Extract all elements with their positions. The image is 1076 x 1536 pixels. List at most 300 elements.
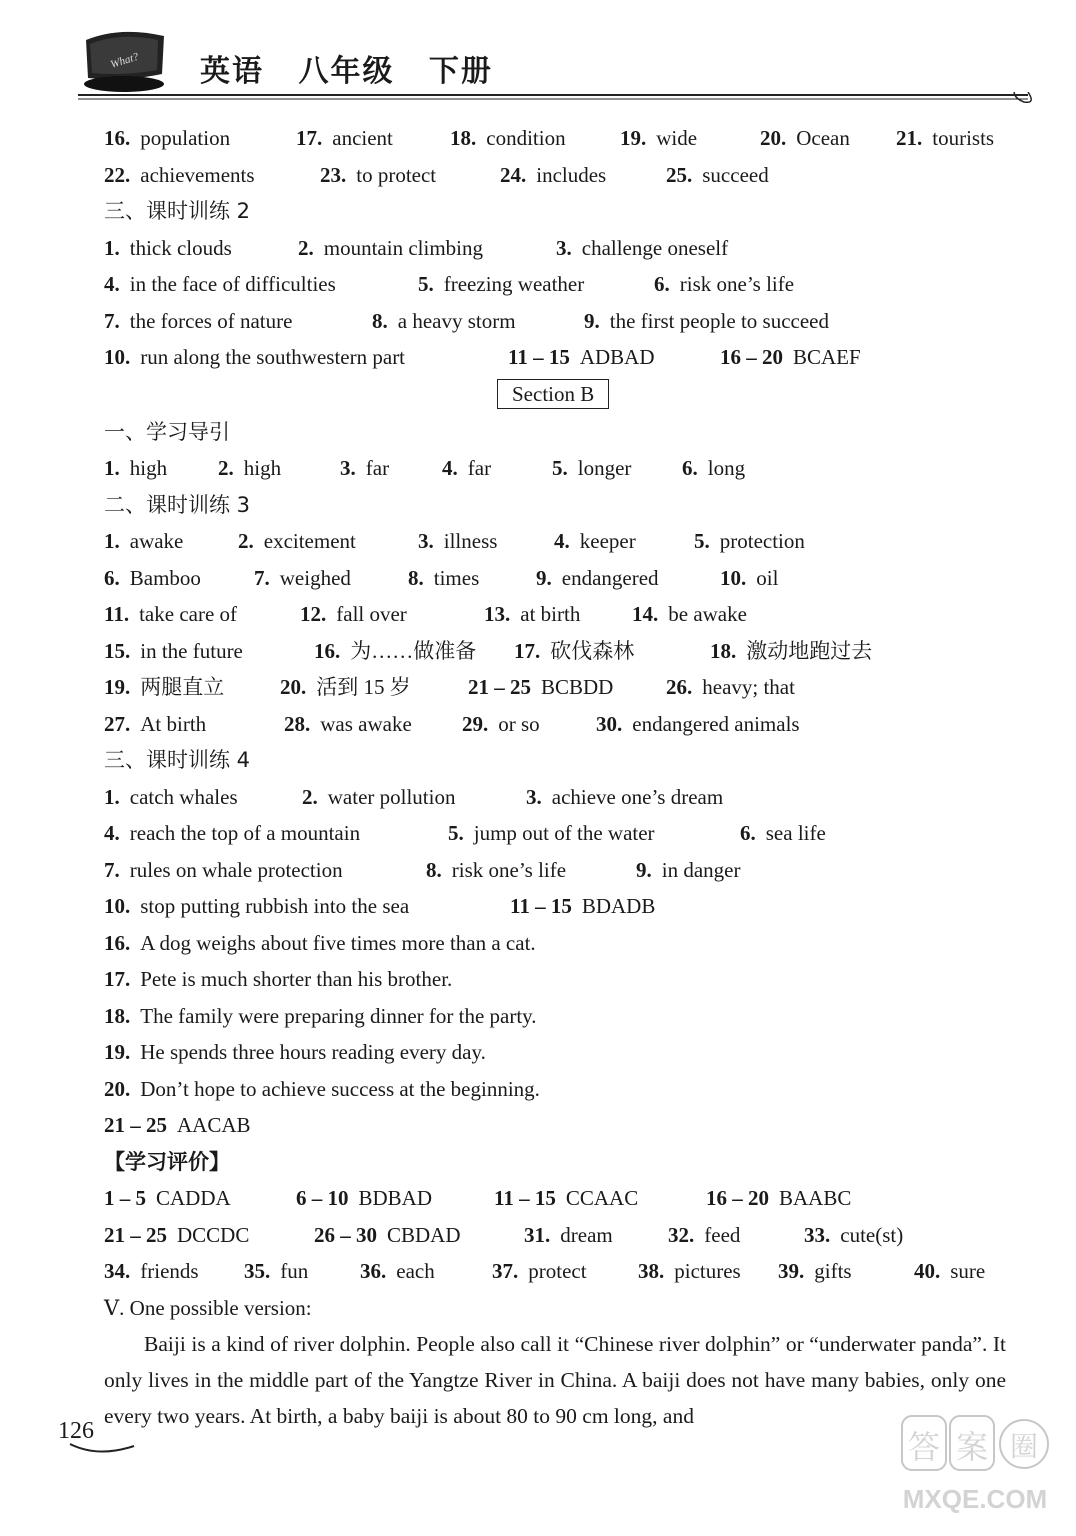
answer-item xyxy=(104,596,237,632)
answer-text: at birth xyxy=(520,602,581,626)
answer-item xyxy=(694,523,805,559)
answer-number: 13. xyxy=(484,602,511,626)
page-header xyxy=(0,0,1076,110)
answer-text: oil xyxy=(756,565,779,590)
answer-row xyxy=(104,1217,1024,1254)
answer-number: 6 – 10 xyxy=(296,1186,349,1210)
answer-number: 9. xyxy=(536,565,552,590)
answer-number: 11 – 15 xyxy=(508,345,570,369)
answer-text: protect xyxy=(528,1259,587,1283)
answer-text: gifts xyxy=(814,1259,852,1283)
answer-text: Pete is much shorter than his brother. xyxy=(140,967,453,991)
answer-number: 18. xyxy=(104,1003,131,1028)
answer-number: 4. xyxy=(554,529,570,553)
answer-number: 3. xyxy=(556,235,572,260)
answer-number: 29. xyxy=(462,711,489,736)
answer-number: 40. xyxy=(914,1259,941,1283)
answer-text: risk one’s life xyxy=(451,857,567,882)
answer-item xyxy=(740,815,826,851)
answer-number: 11. xyxy=(104,602,130,626)
answer-text: high xyxy=(243,456,282,480)
answer-text: in the face of difficulties xyxy=(129,272,336,296)
watermark-char-2: 案 xyxy=(955,1428,989,1466)
answer-text: in danger xyxy=(661,857,741,882)
answer-item xyxy=(914,1253,985,1289)
answer-text: protection xyxy=(719,529,805,553)
answer-item xyxy=(668,1217,740,1253)
answer-text: population xyxy=(140,126,231,150)
answer-row xyxy=(104,779,1024,816)
answer-item xyxy=(666,157,769,193)
answer-text: At birth xyxy=(140,711,207,736)
answer-item xyxy=(104,1107,251,1143)
answer-text: DCCDC xyxy=(177,1222,250,1247)
answer-item xyxy=(552,450,631,486)
answer-row xyxy=(104,925,1024,962)
answer-text: illness xyxy=(443,529,498,553)
answer-item xyxy=(104,815,360,851)
answer-number: 35. xyxy=(244,1259,271,1283)
answer-text: wide xyxy=(656,126,698,150)
answer-number: 20. xyxy=(104,1076,131,1101)
answer-item xyxy=(556,230,728,266)
answer-text: excitement xyxy=(263,529,356,553)
answer-row xyxy=(104,523,1024,560)
answer-text: achievements xyxy=(140,162,255,187)
answer-row xyxy=(104,706,1024,743)
answer-number: 25. xyxy=(666,162,693,187)
answer-number: 1. xyxy=(104,529,120,553)
answer-item xyxy=(104,266,336,302)
answer-text: rules on whale protection xyxy=(129,857,343,882)
answer-number: 2. xyxy=(298,235,314,260)
section-heading: 三、课时训练 2 xyxy=(104,199,251,223)
answer-text: BCAEF xyxy=(793,345,861,369)
answer-number: 19. xyxy=(104,1040,131,1064)
answer-number: 5. xyxy=(448,821,464,845)
answer-text: pictures xyxy=(674,1259,741,1283)
answer-number: 10. xyxy=(720,565,747,590)
answer-number: 11 – 15 xyxy=(494,1186,556,1210)
answer-item xyxy=(804,1217,903,1253)
answer-text: 砍伐森林 xyxy=(550,638,635,663)
answer-text: endangered animals xyxy=(632,711,800,736)
answer-item xyxy=(104,998,537,1034)
answer-number: 3. xyxy=(418,529,434,553)
section-heading: 一、学习导引 xyxy=(104,419,230,444)
answer-number: 2. xyxy=(302,784,318,809)
answer-item xyxy=(244,1253,308,1289)
answer-number: 17. xyxy=(104,967,131,991)
answer-text: the forces of nature xyxy=(129,308,293,333)
answer-number: 5. xyxy=(418,272,434,296)
answer-item xyxy=(104,1180,231,1216)
answer-number: 14. xyxy=(632,602,659,626)
answer-text: thick clouds xyxy=(129,235,232,260)
answer-number: 18. xyxy=(710,638,737,663)
answer-number: 34. xyxy=(104,1259,131,1283)
section-heading: 三、课时训练 4 xyxy=(104,748,251,772)
answer-text: run along the southwestern part xyxy=(140,345,406,369)
answer-text: longer xyxy=(577,456,632,480)
answer-number: 17. xyxy=(296,126,323,150)
page-number-swoosh xyxy=(68,1440,138,1458)
answer-item xyxy=(524,1217,613,1253)
answer-item xyxy=(104,120,230,156)
answer-number: 17. xyxy=(514,638,541,663)
answer-text: CADDA xyxy=(156,1186,231,1210)
answer-item xyxy=(494,1180,638,1216)
answer-number: 36. xyxy=(360,1259,387,1283)
answer-text: to protect xyxy=(356,162,437,187)
answer-item xyxy=(314,633,476,669)
watermark-url: MXQE.COM xyxy=(902,1484,1048,1514)
answer-number: 16. xyxy=(104,930,131,955)
answer-item xyxy=(760,120,850,156)
answer-item xyxy=(500,157,606,193)
answer-text: freezing weather xyxy=(443,272,585,296)
answer-item xyxy=(450,120,566,156)
answer-text: CBDAD xyxy=(387,1222,461,1247)
answer-text: BDADB xyxy=(581,894,656,918)
answer-text: was awake xyxy=(320,711,412,736)
answer-item xyxy=(104,157,255,193)
answer-number: 16. xyxy=(314,638,341,663)
answer-item xyxy=(302,779,455,815)
answer-number: 9. xyxy=(636,857,652,882)
answer-item xyxy=(104,303,292,339)
answer-item xyxy=(536,560,659,596)
answer-number: 5. xyxy=(552,456,568,480)
answer-item xyxy=(682,450,745,486)
answer-number: 21 – 25 xyxy=(468,675,531,699)
answer-item xyxy=(706,1180,851,1216)
blackboard-text: What? xyxy=(109,50,141,71)
answer-number: 8. xyxy=(408,565,424,590)
answer-item xyxy=(442,450,491,486)
section-b-label: Section B xyxy=(497,379,609,409)
answer-text: ADBAD xyxy=(579,345,655,369)
answer-item xyxy=(638,1253,741,1289)
answer-item xyxy=(554,523,636,559)
answer-text: BCBDD xyxy=(541,675,614,699)
section-heading: 二、课时训练 3 xyxy=(104,492,251,517)
answer-text: keeper xyxy=(579,529,636,553)
answer-text: He spends three hours reading every day. xyxy=(140,1040,486,1064)
answer-row xyxy=(104,339,1024,376)
answer-item xyxy=(104,961,452,997)
answer-number: 30. xyxy=(596,711,623,736)
answer-number: 8. xyxy=(426,857,442,882)
answer-item xyxy=(720,339,861,375)
answer-item xyxy=(778,1253,852,1289)
answer-text: dream xyxy=(560,1222,613,1247)
answer-number: 20. xyxy=(760,126,787,150)
answer-item xyxy=(296,120,393,156)
answer-item xyxy=(320,157,436,193)
answer-item xyxy=(492,1253,587,1289)
answer-item xyxy=(666,669,795,705)
answer-text: fall over xyxy=(336,602,407,626)
answer-text: condition xyxy=(486,126,566,150)
answer-item xyxy=(596,706,800,742)
answer-text: high xyxy=(129,456,168,480)
answer-number: 7. xyxy=(254,565,270,590)
answer-item xyxy=(654,266,794,302)
answer-item xyxy=(104,523,183,559)
volume-label: 下册 xyxy=(428,54,493,89)
section-box-row xyxy=(104,376,1024,414)
answer-number: 1 – 5 xyxy=(104,1186,146,1210)
answer-number: 27. xyxy=(104,711,131,736)
answer-item xyxy=(284,706,412,742)
answer-item xyxy=(104,706,206,742)
answer-item xyxy=(104,1217,249,1253)
answer-number: 1. xyxy=(104,235,120,260)
answer-item xyxy=(340,450,389,486)
answer-text: be awake xyxy=(668,602,747,626)
answer-text: heavy; that xyxy=(702,675,795,699)
answer-content xyxy=(104,120,1024,1434)
answer-text: risk one’s life xyxy=(679,272,795,296)
answer-item xyxy=(632,596,747,632)
answer-row xyxy=(104,120,1024,157)
answer-item xyxy=(104,852,343,888)
answer-item xyxy=(296,1180,432,1216)
answer-number: 21 – 25 xyxy=(104,1222,167,1247)
answer-number: 10. xyxy=(104,345,131,369)
watermark-logo xyxy=(900,1408,1050,1526)
answer-item xyxy=(484,596,580,632)
answer-item xyxy=(104,669,224,705)
answer-text: feed xyxy=(704,1222,741,1247)
answer-item xyxy=(526,779,723,815)
answer-item xyxy=(372,303,516,339)
answer-number: 6. xyxy=(654,272,670,296)
answer-number: 8. xyxy=(372,308,388,333)
answer-text: sure xyxy=(950,1259,986,1283)
answer-row xyxy=(104,450,1024,487)
answer-text: The family were preparing dinner for the party. xyxy=(140,1003,537,1028)
answer-text: A dog weighs about five times more than a cat. xyxy=(140,930,536,955)
answer-number: 7. xyxy=(104,308,120,333)
answer-row xyxy=(104,888,1024,925)
answer-number: 16. xyxy=(104,126,131,150)
answer-item xyxy=(104,888,409,924)
answer-number: 11 – 15 xyxy=(510,894,572,918)
answer-item xyxy=(238,523,356,559)
answer-number: 6. xyxy=(682,456,698,480)
answer-number: 7. xyxy=(104,857,120,882)
answer-row xyxy=(104,1180,1024,1217)
answer-text: tourists xyxy=(932,126,995,150)
answer-text: reach the top of a mountain xyxy=(129,821,361,845)
answer-number: 38. xyxy=(638,1259,665,1283)
answer-row xyxy=(104,633,1024,670)
answer-item xyxy=(720,560,778,596)
answer-text: the first people to succeed xyxy=(609,308,829,333)
answer-item xyxy=(254,560,351,596)
answer-text: sea life xyxy=(765,821,826,845)
section-heading: 【学习评价】 xyxy=(104,1149,230,1174)
answer-item xyxy=(408,560,479,596)
answer-number: 16 – 20 xyxy=(706,1186,769,1210)
answer-item xyxy=(218,450,281,486)
answer-number: 6. xyxy=(104,565,120,590)
answer-item xyxy=(280,669,411,705)
page-title xyxy=(200,46,515,90)
answer-row xyxy=(104,1071,1024,1108)
answer-text: far xyxy=(365,456,390,480)
answer-number: 5. xyxy=(694,529,710,553)
answer-number: 1. xyxy=(104,456,120,480)
answer-item xyxy=(360,1253,435,1289)
answer-row xyxy=(104,596,1024,633)
answer-text: stop putting rubbish into the sea xyxy=(140,894,410,918)
answer-text: friends xyxy=(140,1259,199,1283)
answer-text: Don’t hope to achieve success at the beginning. xyxy=(140,1076,540,1101)
answer-text: water pollution xyxy=(327,784,456,809)
answer-item xyxy=(104,1253,199,1289)
answer-item xyxy=(418,266,584,302)
answer-number: 2. xyxy=(238,529,254,553)
blackboard-logo-icon xyxy=(80,22,168,94)
answer-number: 19. xyxy=(104,675,131,699)
answer-row xyxy=(104,157,1024,194)
answer-item xyxy=(710,633,872,669)
answer-text: Bamboo xyxy=(129,565,201,590)
answer-item xyxy=(104,633,243,669)
answer-text: achieve one’s dream xyxy=(551,784,724,809)
answer-row xyxy=(104,669,1024,706)
answer-number: 24. xyxy=(500,162,527,187)
answer-text: far xyxy=(467,456,492,480)
answer-row xyxy=(104,1034,1024,1071)
answer-number: 32. xyxy=(668,1222,695,1247)
essay-label: Ⅴ. One possible version: xyxy=(104,1295,312,1320)
essay-paragraph: Baiji is a kind of river dolphin. People also call it “Chinese river dolphin” or “underwater panda”. It only lives in the middle part of the Yangtze River in China. A baiji does not have many babies, only one every two years. At birth, a baby baiji is about 80 to 90 cm long, and xyxy=(104,1332,1006,1428)
answer-row xyxy=(104,230,1024,267)
answer-text: long xyxy=(707,456,746,480)
answer-text: BAABC xyxy=(779,1186,852,1210)
answer-text: times xyxy=(433,565,480,590)
answer-number: 20. xyxy=(280,675,307,699)
answer-item xyxy=(300,596,407,632)
answer-text: awake xyxy=(129,529,184,553)
answer-text: weighed xyxy=(279,565,351,590)
answer-row xyxy=(104,961,1024,998)
answer-number: 4. xyxy=(104,821,120,845)
subject-label: 英语 xyxy=(200,54,264,89)
answer-text: take care of xyxy=(139,602,238,626)
answer-text: succeed xyxy=(702,162,769,187)
answer-number: 6. xyxy=(740,821,756,845)
answer-text: 两腿直立 xyxy=(140,675,225,699)
answer-row xyxy=(104,1253,1024,1290)
answer-text: ancient xyxy=(332,126,393,150)
answer-number: 2. xyxy=(218,456,234,480)
answer-number: 39. xyxy=(778,1259,805,1283)
answer-text: challenge oneself xyxy=(581,235,729,260)
answer-text: cute(st) xyxy=(840,1222,904,1247)
answer-number: 18. xyxy=(450,126,477,150)
answer-item xyxy=(584,303,829,339)
answer-item xyxy=(510,888,655,924)
answer-text: each xyxy=(396,1259,435,1283)
answer-text: fun xyxy=(280,1259,309,1283)
answer-text: AACAB xyxy=(177,1113,251,1137)
answer-item xyxy=(104,1034,486,1070)
answer-row xyxy=(104,815,1024,852)
answer-item xyxy=(462,706,540,742)
answer-text: jump out of the water xyxy=(473,821,655,845)
answer-number: 37. xyxy=(492,1259,519,1283)
answer-text: endangered xyxy=(561,565,659,590)
answer-item xyxy=(508,339,655,375)
answer-number: 19. xyxy=(620,126,647,150)
answer-item xyxy=(104,779,238,815)
answer-number: 33. xyxy=(804,1222,831,1247)
answer-row xyxy=(104,998,1024,1035)
answer-text: 活到 15 岁 xyxy=(316,675,411,699)
answer-number: 3. xyxy=(340,456,356,480)
answer-text: 激动地跑过去 xyxy=(746,638,873,663)
answer-item xyxy=(314,1217,461,1253)
answer-text: mountain climbing xyxy=(323,235,483,260)
answer-number: 4. xyxy=(104,272,120,296)
answer-number: 3. xyxy=(526,784,542,809)
answer-item xyxy=(104,230,232,266)
answer-text: 为……做准备 xyxy=(350,638,477,663)
grade-label: 八年级 xyxy=(298,54,395,89)
answer-number: 10. xyxy=(104,894,131,918)
answer-item xyxy=(298,230,483,266)
answer-text: a heavy storm xyxy=(397,308,516,333)
answer-item xyxy=(104,560,201,596)
answer-item xyxy=(636,852,740,888)
header-divider xyxy=(78,92,1040,104)
answer-row xyxy=(104,852,1024,889)
answer-item xyxy=(418,523,497,559)
answer-number: 26. xyxy=(666,675,693,699)
answer-text: BDBAD xyxy=(358,1186,433,1210)
answer-number: 21. xyxy=(896,126,923,150)
watermark-char-3: 圈 xyxy=(1009,1430,1039,1463)
answer-number: 23. xyxy=(320,162,347,187)
answer-number: 9. xyxy=(584,308,600,333)
answer-number: 26 – 30 xyxy=(314,1222,377,1247)
answer-item xyxy=(896,120,994,156)
answer-number: 31. xyxy=(524,1222,551,1247)
answer-item xyxy=(104,450,167,486)
answer-number: 28. xyxy=(284,711,311,736)
answer-item xyxy=(448,815,655,851)
answer-item xyxy=(104,1071,540,1107)
watermark-char-1: 答 xyxy=(907,1428,941,1466)
answer-number: 15. xyxy=(104,638,131,663)
answer-text: CCAAC xyxy=(565,1186,639,1210)
answer-text: or so xyxy=(498,711,540,736)
answer-row xyxy=(104,560,1024,597)
answer-item xyxy=(104,339,405,375)
answer-item xyxy=(620,120,697,156)
answer-number: 16 – 20 xyxy=(720,345,783,369)
answer-number: 12. xyxy=(300,602,327,626)
answer-number: 1. xyxy=(104,784,120,809)
answer-text: Ocean xyxy=(796,126,850,150)
answer-row xyxy=(104,266,1024,303)
answer-item xyxy=(104,925,536,961)
